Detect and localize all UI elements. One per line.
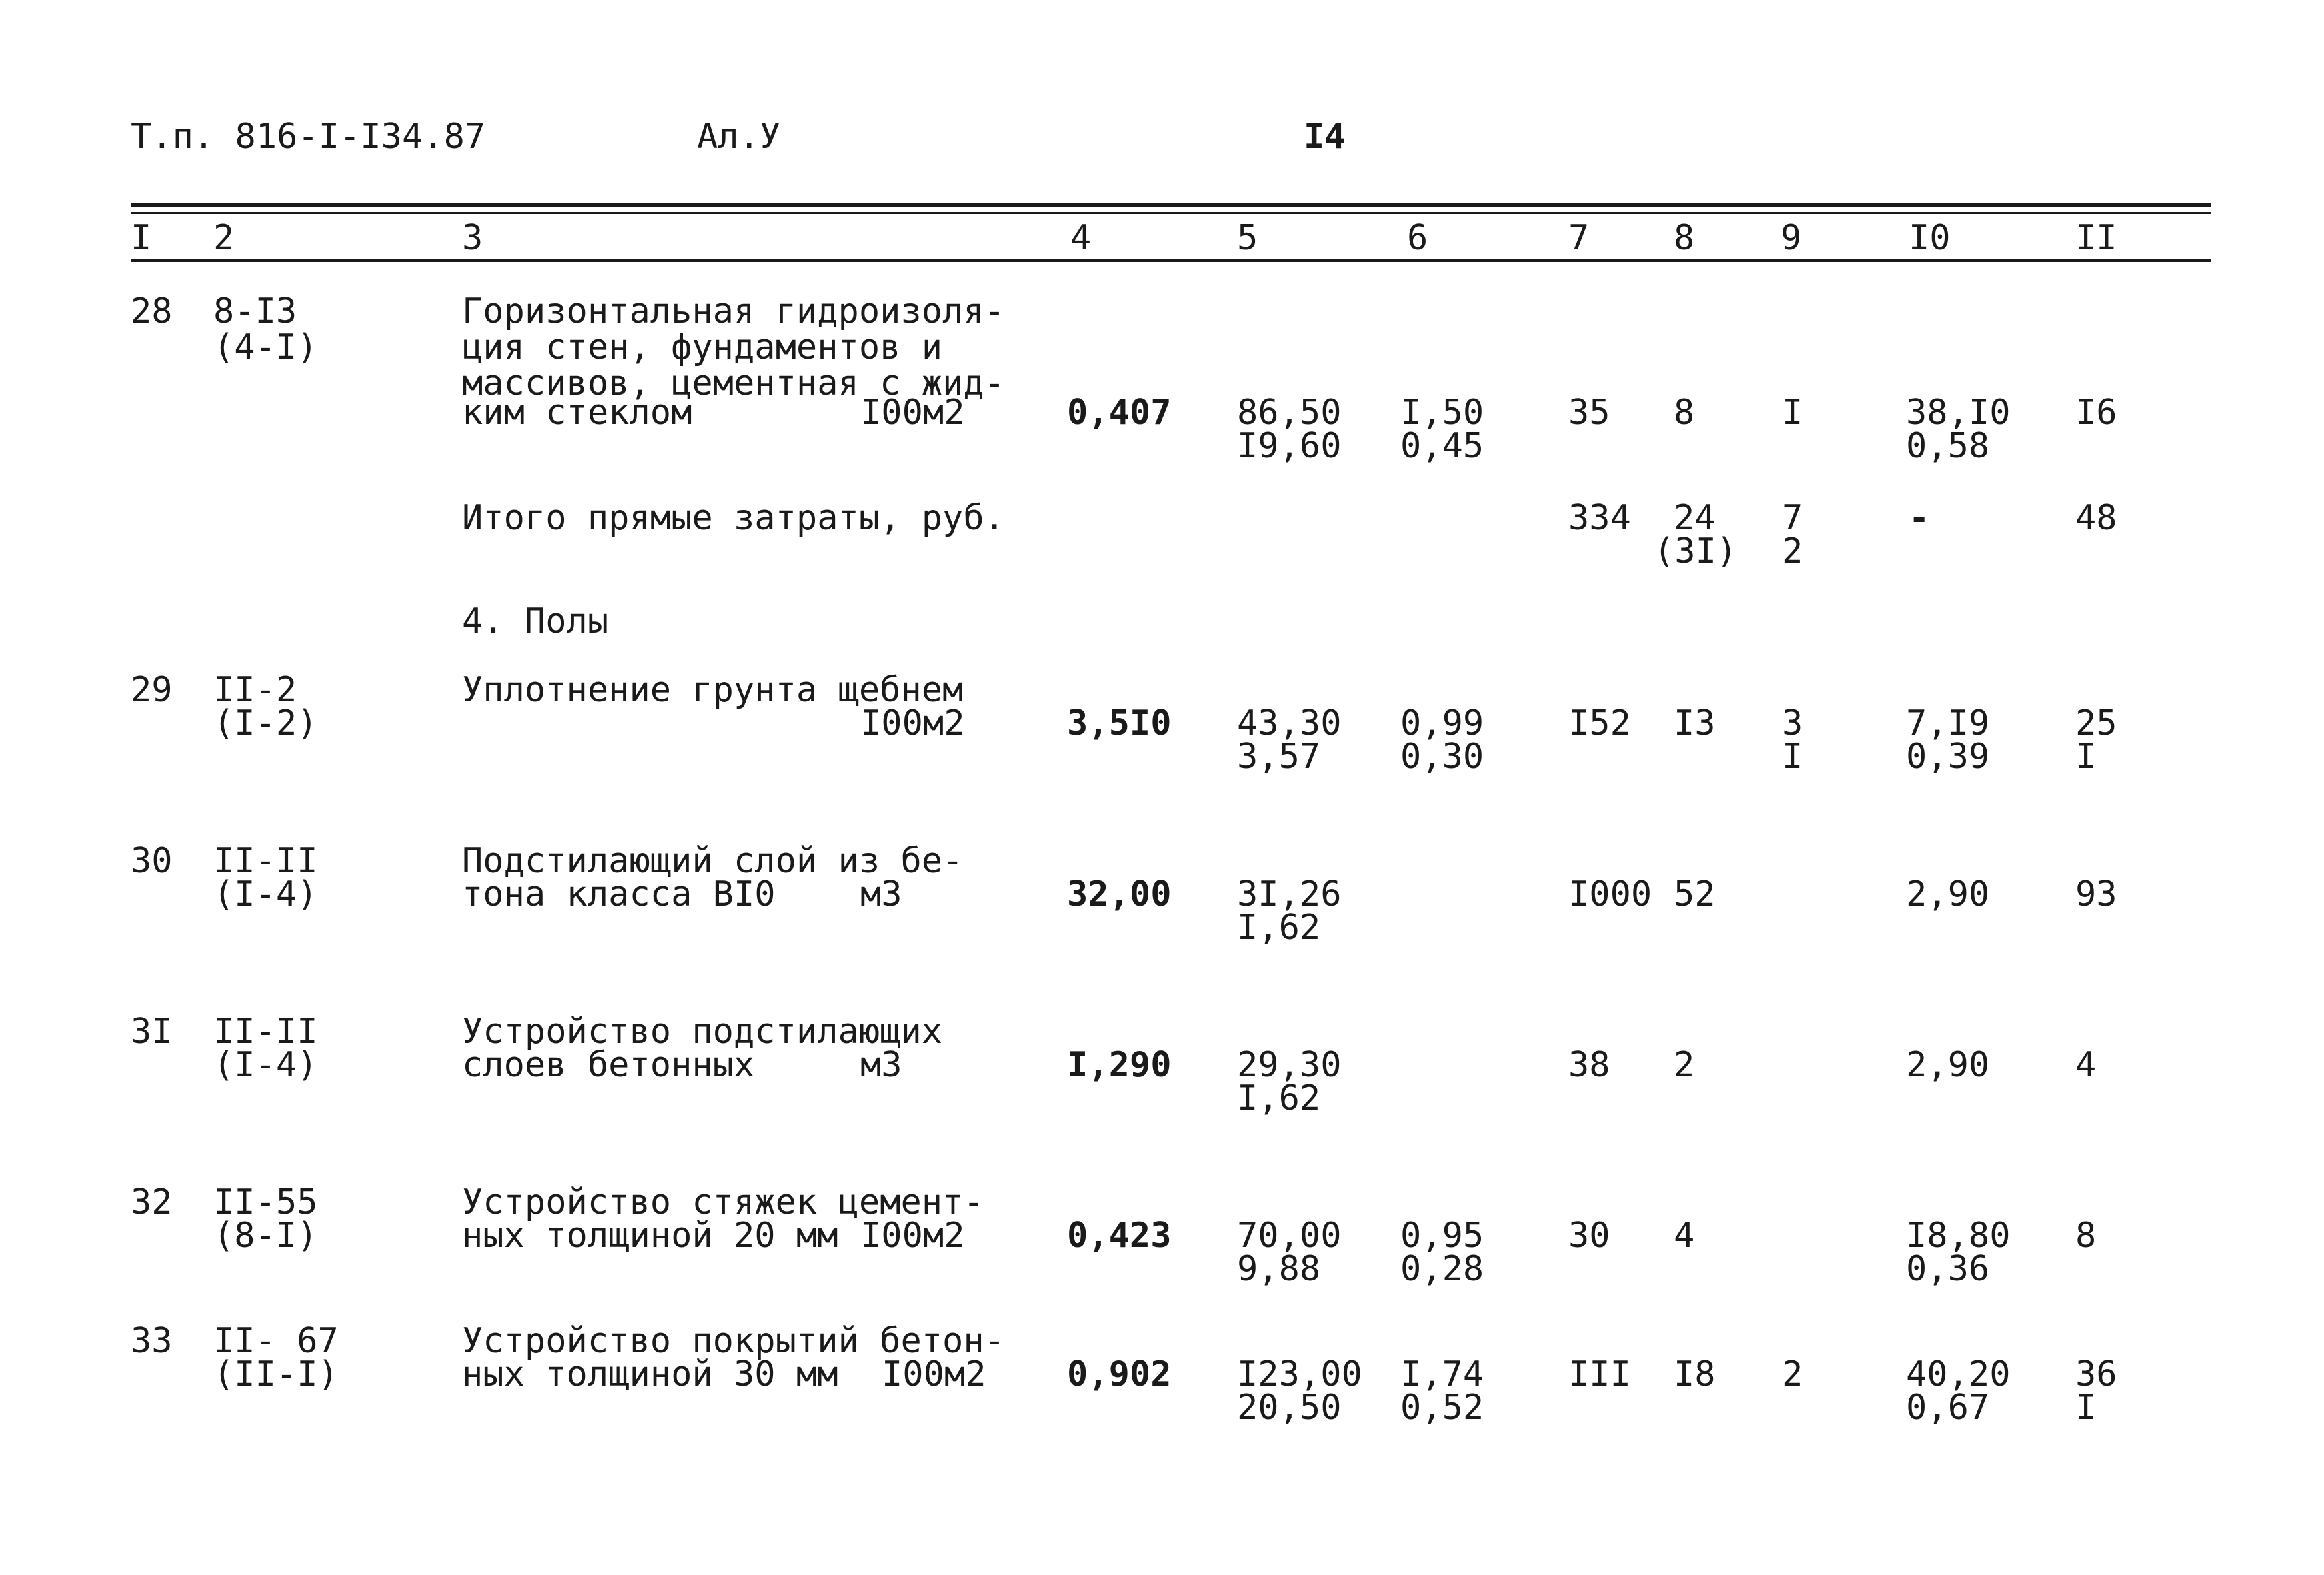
row-desc: Уплотнение грунта щебнем bbox=[462, 670, 964, 710]
row-code-sub: (4-I) bbox=[213, 327, 318, 367]
row-c11-sub: I bbox=[2075, 737, 2097, 777]
row-c8: 4 bbox=[1674, 1216, 1695, 1256]
col-num-2: 2 bbox=[213, 218, 235, 258]
row-c11: 4 bbox=[2075, 1045, 2097, 1085]
row-c6-sub: 0,45 bbox=[1400, 426, 1484, 466]
section-title: 4. Полы bbox=[462, 601, 609, 641]
row-code-sub: (II-I) bbox=[213, 1354, 339, 1394]
row-unit: I00м2 bbox=[860, 1216, 965, 1256]
row-c7: 38 bbox=[1568, 1045, 1610, 1085]
row-c11: 93 bbox=[2075, 874, 2117, 914]
row-c10-sub: 0,39 bbox=[1906, 737, 1990, 777]
row-c7: I000 bbox=[1568, 874, 1652, 914]
row-qty: 0,423 bbox=[1067, 1216, 1172, 1256]
row-c8: I3 bbox=[1674, 703, 1716, 743]
row-c5: 29,30 bbox=[1237, 1045, 1342, 1085]
row-c5: 43,30 bbox=[1237, 703, 1342, 743]
row-c10: I8,80 bbox=[1906, 1216, 2011, 1256]
row-c10: 38,I0 bbox=[1906, 393, 2011, 433]
row-c9: 3 bbox=[1782, 703, 1803, 743]
row-qty: 0,407 bbox=[1067, 393, 1172, 433]
row-c5: I23,00 bbox=[1237, 1354, 1362, 1394]
page-number: I4 bbox=[1304, 117, 1346, 157]
row-c7: 30 bbox=[1568, 1216, 1610, 1256]
col-num-11: II bbox=[2075, 218, 2117, 258]
row-num: 28 bbox=[131, 291, 173, 331]
row-c10-sub: 0,67 bbox=[1906, 1388, 1990, 1428]
row-c11: 8 bbox=[2075, 1216, 2097, 1256]
row-code: 8-I3 bbox=[213, 291, 297, 331]
row-num: 3I bbox=[131, 1012, 173, 1052]
row-code: II-55 bbox=[213, 1182, 318, 1222]
row-c5-sub: 9,88 bbox=[1237, 1249, 1321, 1289]
row-c11: 25 bbox=[2075, 703, 2117, 743]
row-desc: ким стеклом bbox=[462, 393, 692, 433]
row-qty: 32,00 bbox=[1067, 874, 1172, 914]
row-c5-sub: I9,60 bbox=[1237, 426, 1342, 466]
col-num-3: 3 bbox=[462, 218, 483, 258]
row-desc: Устройство стяжек цемент- bbox=[462, 1182, 984, 1222]
row-num: 29 bbox=[131, 670, 173, 710]
row-unit: I00м2 bbox=[860, 393, 965, 433]
row-c6-sub: 0,28 bbox=[1400, 1249, 1484, 1289]
row-num: 32 bbox=[131, 1182, 173, 1222]
row-c8: 2 bbox=[1674, 1045, 1695, 1085]
row-code: II-2 bbox=[213, 670, 297, 710]
row-c6: 0,95 bbox=[1400, 1216, 1484, 1256]
row-desc: ция стен, фундаментов и bbox=[462, 327, 943, 367]
row-c5-sub: 3,57 bbox=[1237, 737, 1321, 777]
row-c10-sub: 0,58 bbox=[1906, 426, 1990, 466]
row-desc: слоев бетонных bbox=[462, 1045, 755, 1085]
row-c9-sub: I bbox=[1782, 737, 1803, 777]
row-c5: 3I,26 bbox=[1237, 874, 1342, 914]
total-c9: 7 bbox=[1782, 498, 1803, 538]
row-c6-sub: 0,52 bbox=[1400, 1388, 1484, 1428]
row-c6: 0,99 bbox=[1400, 703, 1484, 743]
row-desc: тона класса BI0 bbox=[462, 874, 776, 914]
row-desc: Горизонтальная гидроизоля- bbox=[462, 291, 1005, 331]
row-desc: ных толщиной 30 мм bbox=[462, 1354, 838, 1394]
row-c10: 40,20 bbox=[1906, 1354, 2011, 1394]
row-c11-sub: I bbox=[2075, 1388, 2097, 1428]
album-label: Ал.У bbox=[697, 117, 781, 157]
row-c5: 86,50 bbox=[1237, 393, 1342, 433]
row-code: II-II bbox=[213, 841, 318, 881]
col-num-4: 4 bbox=[1070, 218, 1092, 258]
doc-ref: Т.п. 816-I-I34.87 bbox=[131, 117, 486, 157]
row-c7: I52 bbox=[1568, 703, 1631, 743]
row-c5-sub: I,62 bbox=[1237, 908, 1321, 948]
row-c10-sub: 0,36 bbox=[1906, 1249, 1990, 1289]
total-c10: - bbox=[1909, 498, 1930, 538]
row-c11: I6 bbox=[2075, 393, 2117, 433]
row-code-sub: (I-2) bbox=[213, 703, 318, 743]
row-unit: м3 bbox=[860, 874, 902, 914]
row-c6: I,50 bbox=[1400, 393, 1484, 433]
total-desc: Итого прямые затраты, руб. bbox=[462, 498, 1005, 538]
row-c8: 8 bbox=[1674, 393, 1695, 433]
header-rule-bottom bbox=[131, 259, 2211, 262]
row-desc: Устройство покрытий бетон- bbox=[462, 1321, 1005, 1361]
row-unit: I00м2 bbox=[882, 1354, 986, 1394]
row-c10: 2,90 bbox=[1906, 1045, 1990, 1085]
row-desc: Подстилающий слой из бе- bbox=[462, 841, 964, 881]
col-num-1: I bbox=[131, 218, 152, 258]
row-c11: 36 bbox=[2075, 1354, 2117, 1394]
row-qty: 0,902 bbox=[1067, 1354, 1172, 1394]
col-num-8: 8 bbox=[1674, 218, 1695, 258]
row-c10: 2,90 bbox=[1906, 874, 1990, 914]
row-c6-sub: 0,30 bbox=[1400, 737, 1484, 777]
row-code-sub: (8-I) bbox=[213, 1216, 318, 1256]
row-desc: ных толщиной 20 мм bbox=[462, 1216, 838, 1256]
header-rule-top-2 bbox=[131, 212, 2211, 214]
row-c8: 52 bbox=[1674, 874, 1716, 914]
col-num-10: I0 bbox=[1909, 218, 1951, 258]
row-code-sub: (I-4) bbox=[213, 874, 318, 914]
total-c7: 334 bbox=[1568, 498, 1631, 538]
row-code: II-II bbox=[213, 1012, 318, 1052]
row-c5-sub: 20,50 bbox=[1237, 1388, 1342, 1428]
row-num: 33 bbox=[131, 1321, 173, 1361]
row-desc: массивов, цементная с жид- bbox=[462, 363, 1005, 403]
row-code-sub: (I-4) bbox=[213, 1045, 318, 1085]
header-rule-top bbox=[131, 203, 2211, 207]
row-c10: 7,I9 bbox=[1906, 703, 1990, 743]
col-num-9: 9 bbox=[1781, 218, 1802, 258]
row-code: II- 67 bbox=[213, 1321, 339, 1361]
row-c5: 70,00 bbox=[1237, 1216, 1342, 1256]
row-c9: I bbox=[1782, 393, 1803, 433]
col-num-6: 6 bbox=[1407, 218, 1428, 258]
row-c8: I8 bbox=[1674, 1354, 1716, 1394]
row-c7: III bbox=[1568, 1354, 1631, 1394]
row-qty: 3,5I0 bbox=[1067, 703, 1172, 743]
total-c8-sub: (3I) bbox=[1654, 531, 1738, 571]
row-c5-sub: I,62 bbox=[1237, 1078, 1321, 1118]
col-num-7: 7 bbox=[1568, 218, 1590, 258]
row-unit: I00м2 bbox=[860, 703, 965, 743]
row-c6: I,74 bbox=[1400, 1354, 1484, 1394]
total-c8: 24 bbox=[1674, 498, 1716, 538]
total-c9-sub: 2 bbox=[1782, 531, 1803, 571]
row-unit: м3 bbox=[860, 1045, 902, 1085]
col-num-5: 5 bbox=[1237, 218, 1258, 258]
row-c9: 2 bbox=[1782, 1354, 1803, 1394]
row-desc: Устройство подстилающих bbox=[462, 1012, 943, 1052]
row-qty: I,290 bbox=[1067, 1045, 1172, 1085]
total-c11: 48 bbox=[2075, 498, 2117, 538]
row-c7: 35 bbox=[1568, 393, 1610, 433]
row-num: 30 bbox=[131, 841, 173, 881]
